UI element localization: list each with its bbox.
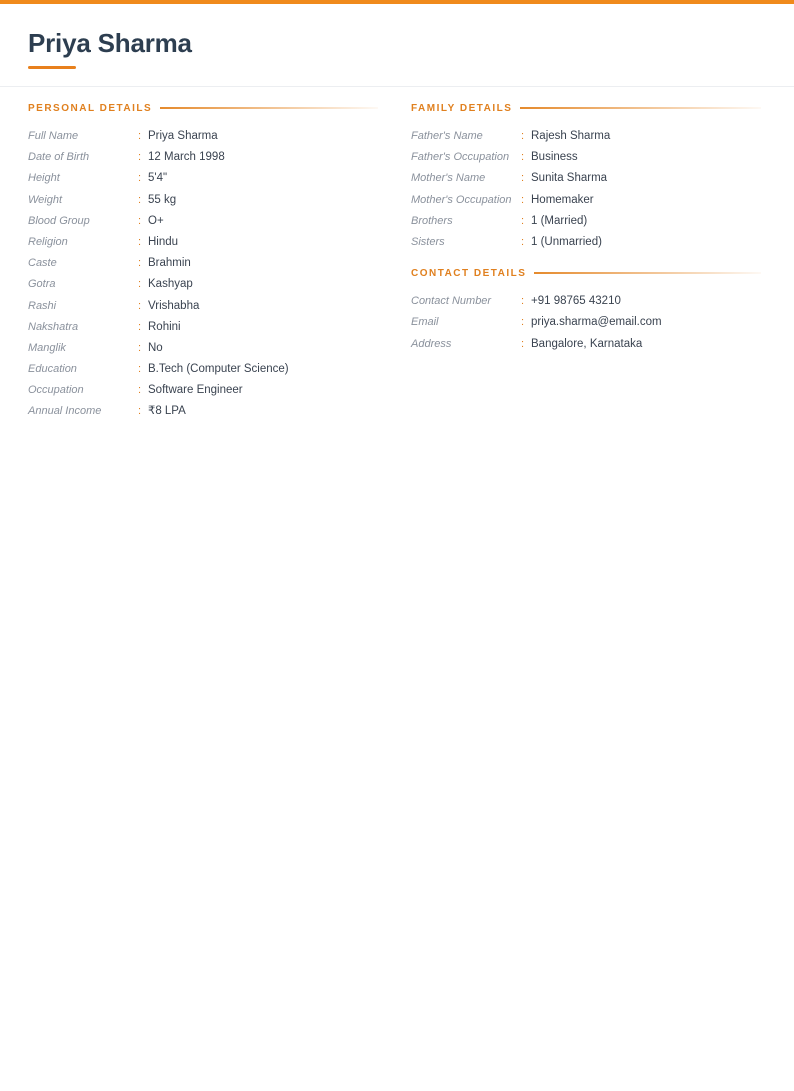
detail-value: No [148, 341, 163, 354]
detail-row [28, 299, 378, 320]
detail-value: 1 (Unmarried) [531, 235, 602, 248]
detail-separator: : [521, 337, 525, 350]
detail-row [411, 193, 761, 214]
section-rule [160, 107, 378, 109]
detail-separator: : [138, 341, 142, 354]
detail-separator: : [521, 235, 525, 248]
detail-label: Occupation [28, 384, 84, 397]
detail-label: Annual Income [28, 405, 102, 418]
detail-value: priya.sharma@email.com [531, 316, 662, 329]
detail-value: Software Engineer [148, 384, 243, 397]
personal-details-section [28, 101, 378, 426]
detail-separator: : [521, 172, 525, 185]
detail-label: Education [28, 363, 77, 376]
detail-separator: : [138, 320, 142, 333]
detail-value: Sunita Sharma [531, 172, 608, 185]
right-column [411, 101, 761, 358]
detail-value: Rohini [148, 320, 181, 333]
detail-label: Sisters [411, 235, 445, 248]
detail-separator: : [138, 299, 142, 312]
header [0, 4, 794, 87]
detail-value: Rajesh Sharma [531, 130, 611, 142]
detail-row [28, 362, 378, 383]
detail-label: Mother's Name [411, 172, 486, 185]
detail-row [28, 129, 378, 150]
section-title: PERSONAL DETAILS [28, 102, 153, 114]
profile-name: Priya Sharma [28, 28, 192, 58]
detail-separator: : [138, 235, 142, 248]
detail-value: Business [531, 151, 578, 164]
detail-value: Bangalore, Karnataka [531, 337, 643, 350]
section-rule [534, 272, 761, 274]
detail-label: Manglik [28, 341, 66, 354]
detail-value: Priya Sharma [148, 130, 218, 142]
detail-row [28, 150, 378, 171]
detail-separator: : [138, 384, 142, 397]
detail-separator: : [138, 193, 142, 206]
detail-label: Rashi [28, 299, 57, 312]
detail-label: Height [28, 172, 60, 185]
section-title: FAMILY DETAILS [411, 102, 513, 114]
detail-row [411, 315, 761, 336]
detail-row [411, 214, 761, 235]
detail-label: Blood Group [28, 214, 90, 227]
detail-row [28, 277, 378, 298]
detail-label: Mother's Occupation [411, 193, 512, 206]
detail-label: Father's Name [411, 130, 483, 142]
detail-separator: : [521, 316, 525, 329]
detail-value: Homemaker [531, 193, 594, 206]
personal-details-heading [28, 101, 378, 115]
detail-separator: : [138, 214, 142, 227]
detail-separator: : [521, 295, 525, 308]
detail-label: Father's Occupation [411, 151, 510, 164]
detail-value: Brahmin [148, 257, 191, 270]
detail-value: 12 March 1998 [148, 151, 225, 164]
detail-row [411, 171, 761, 192]
detail-separator: : [138, 278, 142, 291]
detail-label: Weight [28, 193, 63, 206]
detail-separator: : [138, 151, 142, 164]
detail-value: 55 kg [148, 193, 177, 206]
detail-row [411, 294, 761, 315]
detail-row [411, 337, 761, 358]
detail-label: Brothers [411, 214, 453, 227]
section-title: CONTACT DETAILS [411, 267, 527, 279]
detail-value: ₹8 LPA [148, 405, 186, 418]
detail-value: Vrishabha [148, 299, 200, 312]
detail-separator: : [138, 405, 142, 418]
detail-row [28, 341, 378, 362]
contact-details-heading [411, 266, 761, 280]
family-details-list [411, 129, 761, 256]
detail-row [411, 150, 761, 171]
detail-value: 5'4" [148, 172, 168, 185]
detail-label: Address [411, 337, 452, 350]
detail-separator: : [521, 130, 525, 142]
personal-details-list [28, 129, 378, 426]
detail-label: Date of Birth [28, 151, 90, 164]
section-rule [520, 107, 761, 109]
detail-label: Email [411, 316, 439, 329]
detail-separator: : [521, 214, 525, 227]
contact-details-list [411, 294, 761, 358]
detail-value: B.Tech (Computer Science) [148, 363, 289, 376]
detail-label: Contact Number [411, 295, 492, 308]
name-underline [28, 66, 76, 69]
detail-separator: : [138, 172, 142, 185]
detail-value: 1 (Married) [531, 214, 588, 227]
detail-value: O+ [148, 214, 164, 227]
detail-row [28, 171, 378, 192]
detail-separator: : [138, 130, 142, 142]
detail-row [28, 193, 378, 214]
detail-value: Kashyap [148, 278, 193, 291]
detail-label: Nakshatra [28, 320, 79, 333]
detail-separator: : [521, 193, 525, 206]
detail-value: Hindu [148, 235, 179, 248]
detail-row [411, 235, 761, 256]
detail-row [28, 320, 378, 341]
detail-row [28, 383, 378, 404]
detail-row [28, 256, 378, 277]
detail-separator: : [138, 363, 142, 376]
detail-label: Religion [28, 235, 68, 248]
detail-row [28, 404, 378, 425]
family-details-heading [411, 101, 761, 115]
detail-row [28, 214, 378, 235]
detail-label: Caste [28, 257, 57, 270]
detail-label: Gotra [28, 278, 56, 291]
detail-separator: : [138, 257, 142, 270]
detail-row [411, 129, 761, 150]
family-details-section [411, 101, 761, 256]
detail-separator: : [521, 151, 525, 164]
detail-label: Full Name [28, 130, 79, 142]
contact-details-section [411, 266, 761, 358]
detail-value: +91 98765 43210 [531, 295, 621, 308]
detail-row [28, 235, 378, 256]
